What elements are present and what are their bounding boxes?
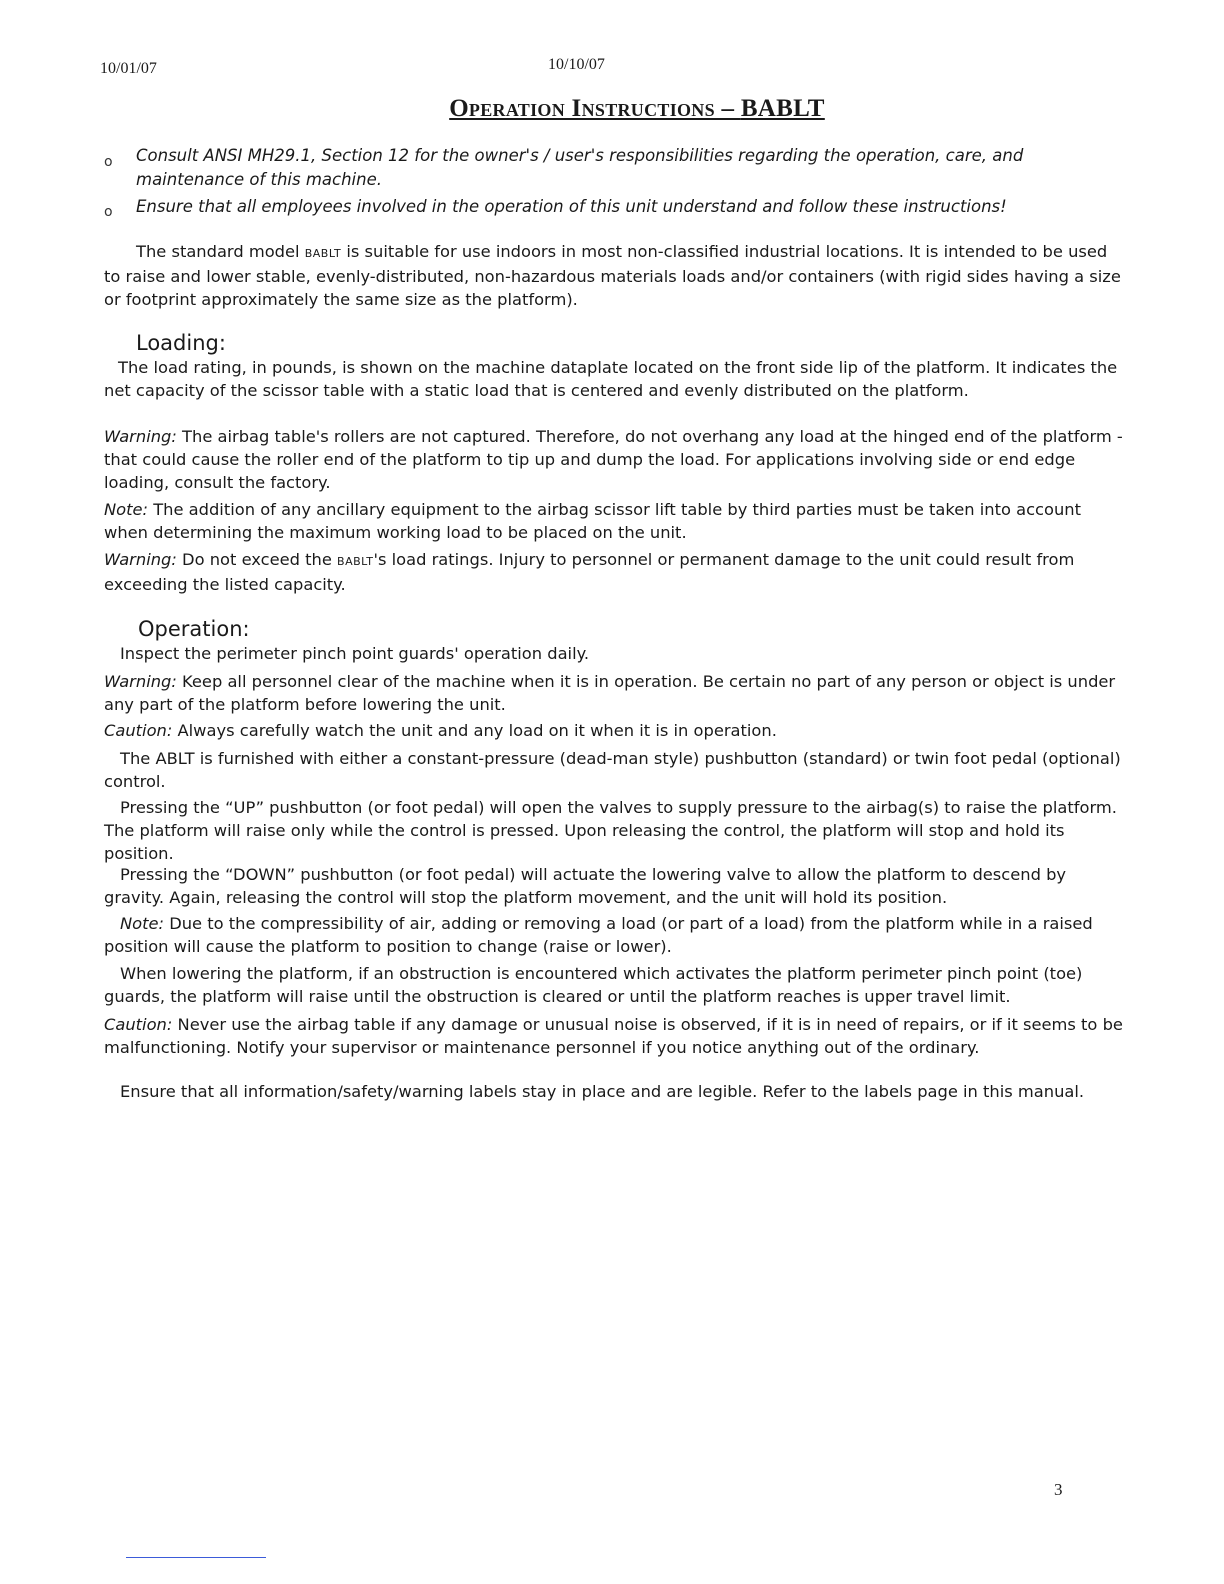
loading-paragraph: The load rating, in pounds, is shown on the machine dataplate located on the front side lip of the platform. It indicates the net capacity of the scissor table with a static load that is centered and evenly distributed on the platform. bbox=[104, 358, 1118, 400]
footer-rule bbox=[126, 1557, 266, 1558]
warning-text: 's load ratings. Injury to personnel or permanent damage to the unit could result from exceeding the listed capacity. bbox=[104, 550, 1075, 594]
note-label: Note: bbox=[104, 500, 149, 519]
warning-label: Warning: bbox=[104, 550, 177, 569]
warning-label: Warning: bbox=[104, 427, 177, 446]
note-paragraph bbox=[104, 912, 1124, 958]
closing-paragraph: Ensure that all information/safety/warning labels stay in place and are legible. Refer to the labels page in this manual. bbox=[120, 1082, 1085, 1101]
warning-paragraph bbox=[104, 425, 1124, 494]
bullet-marker: o bbox=[104, 154, 113, 170]
warning-paragraph bbox=[104, 670, 1124, 716]
title-text: Operation Instructions – bbox=[449, 95, 741, 122]
caution-label: Caution: bbox=[104, 721, 173, 740]
operation-paragraph: When lowering the platform, if an obstruction is encountered which activates the platform perimeter pinch point (toe) guards, the platform will raise until the obstruction is cleared or until the platform reaches is upper travel limit. bbox=[104, 964, 1083, 1006]
page-number: 3 bbox=[1054, 1480, 1063, 1499]
model-name: BABLT bbox=[304, 247, 342, 260]
warning-text: Keep all personnel clear of the machine when it is in operation. Be certain no part of any person or object is under any part of the platform before lowering the unit. bbox=[104, 672, 1116, 714]
page-title bbox=[0, 95, 1224, 123]
intro-text: is suitable for use indoors in most non-classified industrial locations. It is intended to be used to raise and lower stable, evenly-distributed, non-hazardous materials loads and/or containers (with rigid sides having a size or footprint approximately the same size as the platform). bbox=[104, 242, 1121, 309]
warning-text: Do not exceed the bbox=[176, 550, 338, 569]
bullet-marker: o bbox=[104, 204, 113, 220]
operation-paragraph: Pressing the “UP” pushbutton (or foot pedal) will open the valves to supply pressure to the airbag(s) to raise the platform. The platform will raise only while the control is pressed. Upon releasing the control, the platform will stop and hold its position. bbox=[104, 798, 1117, 863]
caution-text: Always carefully watch the unit and any load on it when it is in operation. bbox=[172, 721, 777, 740]
caution-paragraph bbox=[104, 719, 1124, 742]
note-label: Note: bbox=[120, 914, 165, 933]
operation-paragraph: The ABLT is furnished with either a constant-pressure (dead-man style) pushbutton (standard) or twin foot pedal (optional) control. bbox=[104, 749, 1121, 791]
bullet-item: Ensure that all employees involved in the operation of this unit understand and follow these instructions! bbox=[136, 197, 1007, 216]
operation-paragraph: Inspect the perimeter pinch point guards' operation daily. bbox=[120, 644, 590, 663]
caution-label: Caution: bbox=[104, 1015, 173, 1034]
note-text: The addition of any ancillary equipment to the airbag scissor lift table by third parties must be taken into account when determining the maximum working load to be placed on the unit. bbox=[104, 500, 1081, 542]
caution-text: Never use the airbag table if any damage or unusual noise is observed, if it is in need of repairs, or if it seems to be malfunctioning. Notify your supervisor or maintenance personnel if you notice anything out of the ordinary. bbox=[104, 1015, 1123, 1057]
date-left: 10/01/07 bbox=[100, 60, 157, 77]
warning-label: Warning: bbox=[104, 672, 177, 691]
note-text: Due to the compressibility of air, adding or removing a load (or part of a load) from the platform while in a raised position will cause the platform to position to change (raise or lower). bbox=[104, 914, 1093, 956]
section-heading-loading: Loading: bbox=[136, 331, 226, 355]
warning-text: The airbag table's rollers are not captured. Therefore, do not overhang any load at the hinged end of the platform - that could cause the roller end of the platform to tip up and dump the load. For applications involving side or end edge loading, consult the factory. bbox=[104, 427, 1123, 492]
intro-paragraph bbox=[104, 240, 1124, 311]
caution-paragraph bbox=[104, 1013, 1124, 1059]
date-right: 10/10/07 bbox=[548, 56, 605, 73]
warning-paragraph bbox=[104, 548, 1124, 596]
operation-paragraph: Pressing the “DOWN” pushbutton (or foot pedal) will actuate the lowering valve to allow the platform to descend by gravity. Again, releasing the control will stop the platform movement, and the unit will hold its position. bbox=[104, 865, 1067, 907]
model-name: BABLT bbox=[337, 555, 374, 568]
section-heading-operation: Operation: bbox=[138, 617, 250, 641]
intro-text: The standard model bbox=[136, 242, 305, 261]
title-model: BABLT bbox=[740, 95, 825, 122]
note-paragraph bbox=[104, 498, 1124, 544]
bullet-item: Consult ANSI MH29.1, Section 12 for the owner's / user's responsibilities regarding the operation, care, and maintenance of this machine. bbox=[136, 146, 1024, 189]
